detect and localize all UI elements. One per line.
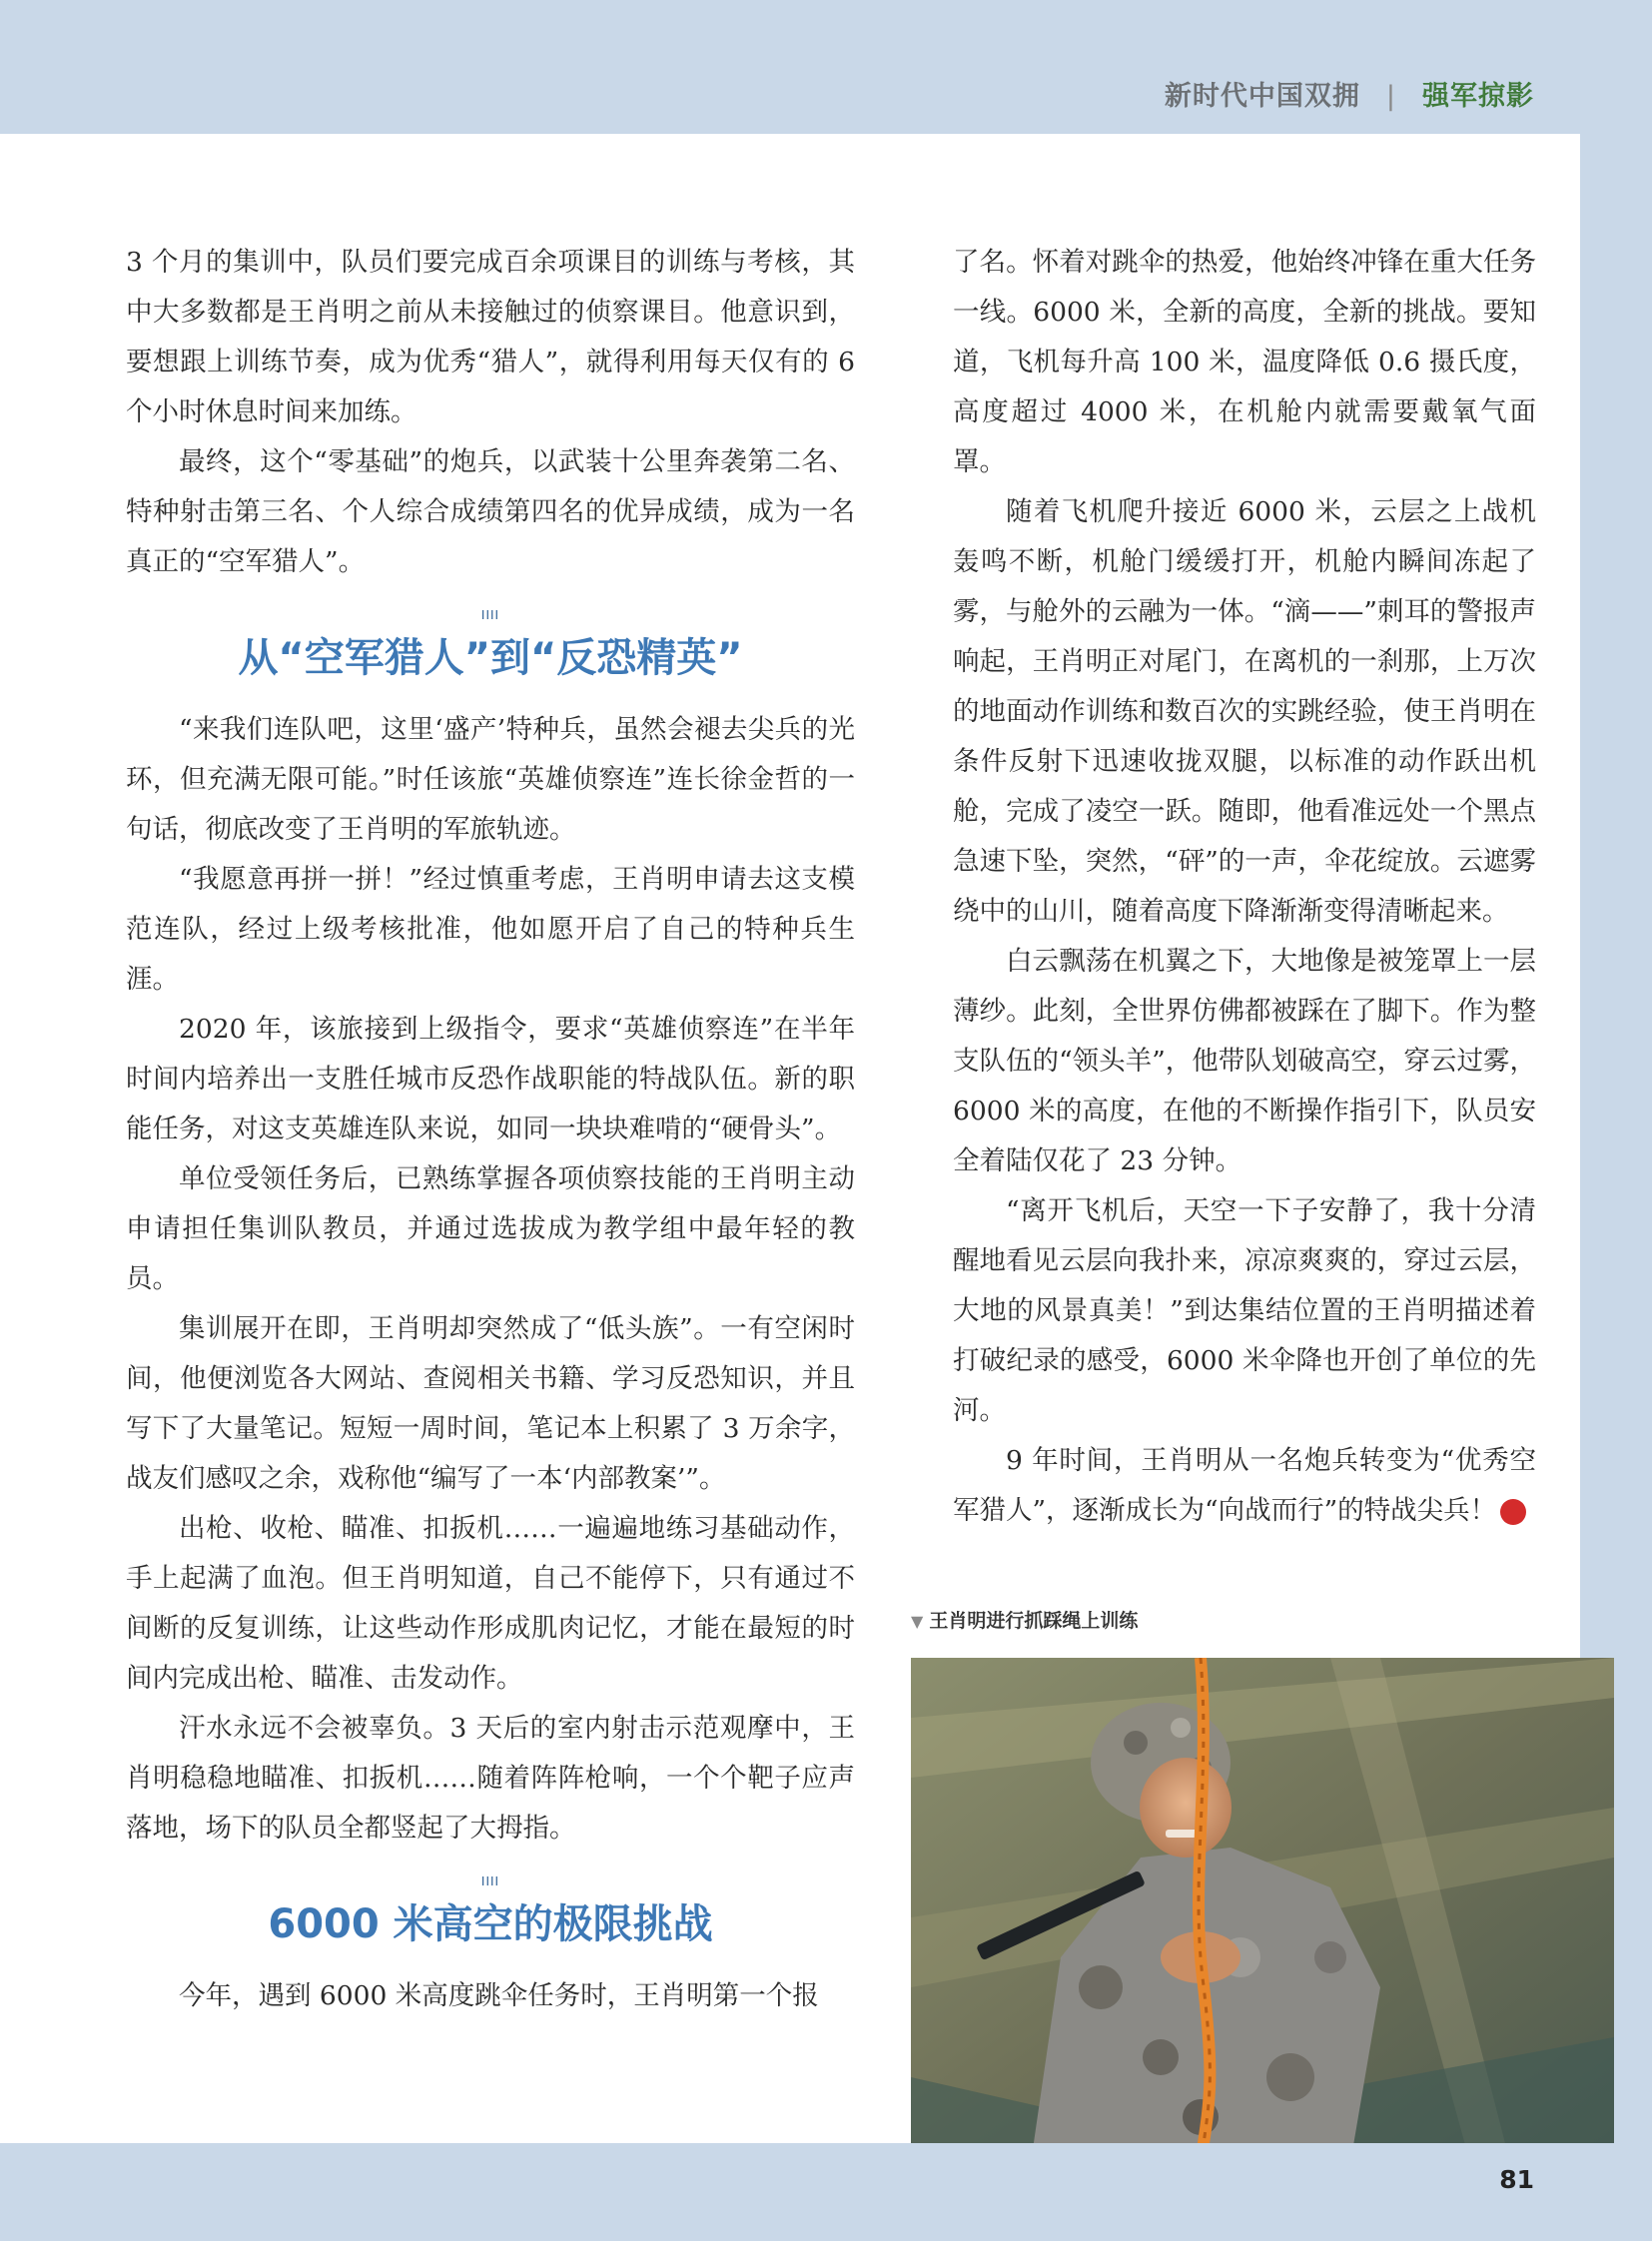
section-separator: | bbox=[1385, 81, 1396, 112]
paragraph: 最终，这个“零基础”的炮兵，以武装十公里奔袭第二名、特种射击第三名、个人综合成绩第四名的优异成绩，成为一名真正的“空军猎人”。 bbox=[126, 446, 855, 577]
header-band bbox=[0, 0, 1652, 134]
paragraph: 汗水永远不会被辜负。3 天后的室内射击示范观摩中，王肖明稳稳地瞄准、扣扳机……随着阵阵枪响，一个个靶子应声落地，场下的队员全都竖起了大拇指。 bbox=[126, 1713, 855, 1844]
paragraph: 白云飘荡在机翼之下，大地像是被笼罩上一层薄纱。此刻，全世界仿佛都被踩在了脚下。作为整支队伍的“领头羊”，他带队划破高空，穿云过雾，6000 米的高度，在他的不断操作指引下，队员安全着陆仅花了 23 分钟。 bbox=[953, 946, 1536, 1176]
photo-illustration bbox=[911, 1658, 1614, 2163]
paragraph: 集训展开在即，王肖明却突然成了“低头族”。一有空闲时间，他便浏览各大网站、查阅相关书籍、学习反恐知识，并且写下了大量笔记。短短一周时间，笔记本上积累了 3 万余字，战友们感叹之余，戏称他“编写了一本‘内部教案’”。 bbox=[126, 1313, 855, 1494]
subhead-1 bbox=[126, 605, 855, 691]
caption-text: 王肖明进行抓踩绳上训练 bbox=[929, 1610, 1139, 1632]
paragraph: 2020 年，该旅接到上级指令，要求“英雄侦察连”在半年时间内培养出一支胜任城市反恐作战职能的特战队伍。新的职能任务，对这支英雄连队来说，如同一块块难啃的“硬骨头”。 bbox=[126, 1014, 855, 1144]
paragraph: “我愿意再拼一拼！”经过慎重考虑，王肖明申请去这支模范连队，经过上级考核批准，他如愿开启了自己的特种兵生涯。 bbox=[126, 864, 855, 995]
right-column bbox=[953, 238, 1569, 1536]
subhead-title: 6000 米高空的极限挑战 bbox=[268, 1901, 713, 1947]
training-photo bbox=[911, 1658, 1614, 2163]
closing-paragraph bbox=[953, 1436, 1569, 1536]
section-tag bbox=[1165, 74, 1534, 113]
page-number: 81 bbox=[1499, 2165, 1534, 2194]
paragraph: 出枪、收枪、瞄准、扣扳机……一遍遍地练习基础动作，手上起满了血泡。但王肖明知道，自己不能停下，只有通过不间断的反复训练，让这些动作形成肌肉记忆，才能在最短的时间内完成出枪、瞄准、击发动作。 bbox=[126, 1513, 855, 1694]
footer-band bbox=[0, 2143, 1652, 2241]
end-mark-icon: N bbox=[1500, 1499, 1526, 1525]
photo-caption bbox=[911, 1606, 1138, 1633]
subhead-2 bbox=[126, 1871, 855, 1957]
paragraph: 今年，遇到 6000 米高度跳伞任务时，王肖明第一个报 bbox=[179, 1980, 819, 2011]
soldier-face bbox=[1140, 1758, 1232, 1858]
paragraph: “离开飞机后，天空一下子安静了，我十分清醒地看见云层向我扑来，凉凉爽爽的，穿过云层，大地的风景真美！”到达集结位置的王肖明描述着打破纪录的感受，6000 米伞降也开创了单位的先河。 bbox=[953, 1195, 1536, 1426]
column-name: 强军掠影 bbox=[1422, 81, 1534, 112]
left-column bbox=[126, 238, 855, 2021]
triangle-down-icon: ▼ bbox=[911, 1612, 924, 1631]
paragraph: “来我们连队吧，这里‘盛产’特种兵，虽然会褪去尖兵的光环，但充满无限可能。”时任该旅“英雄侦察连”连长徐金哲的一句话，彻底改变了王肖明的军旅轨迹。 bbox=[126, 714, 855, 845]
paragraph-text: 9 年时间，王肖明从一名炮兵转变为“优秀空军猎人”，逐渐成长为“向战而行”的特战尖兵！ bbox=[953, 1445, 1536, 1526]
section-name: 新时代中国双拥 bbox=[1164, 81, 1360, 112]
paragraph: 了名。怀着对跳伞的热爱，他始终冲锋在重大任务一线。6000 米，全新的高度，全新的挑战。要知道，飞机每升高 100 米，温度降低 0.6 摄氏度，高度超过 4000 米，在机舱内就需要戴氧气面罩。 bbox=[953, 247, 1536, 477]
subhead-title: 从“空军猎人”到“反恐精英” bbox=[238, 635, 743, 681]
paragraph: 3 个月的集训中，队员们要完成百余项课目的训练与考核，其中大多数都是王肖明之前从未接触过的侦察课目。他意识到，要想跟上训练节奏，成为优秀“猎人”，就得利用每天仅有的 6 个小时休息时间来加练。 bbox=[126, 247, 855, 427]
paragraph: 单位受领任务后，已熟练掌握各项侦察技能的王肖明主动申请担任集训队教员，并通过选拔成为教学组中最年轻的教员。 bbox=[126, 1163, 855, 1294]
subhead-tick: IIII bbox=[480, 1874, 500, 1888]
paragraph: 随着飞机爬升接近 6000 米，云层之上战机轰鸣不断，机舱门缓缓打开，机舱内瞬间冻起了雾，与舱外的云融为一体。“滴——”刺耳的警报声响起，王肖明正对尾门，在离机的一刹那，上万次的地面动作训练和数百次的实跳经验，使王肖明在条件反射下迅速收拢双腿，以标准的动作跃出机舱，完成了凌空一跃。随即，他看准远处一个黑点急速下坠，突然，“砰”的一声，伞花绽放。云遮雾绕中的山川，随着高度下降渐渐变得清晰起来。 bbox=[953, 496, 1536, 927]
subhead-tick: IIII bbox=[480, 608, 500, 622]
